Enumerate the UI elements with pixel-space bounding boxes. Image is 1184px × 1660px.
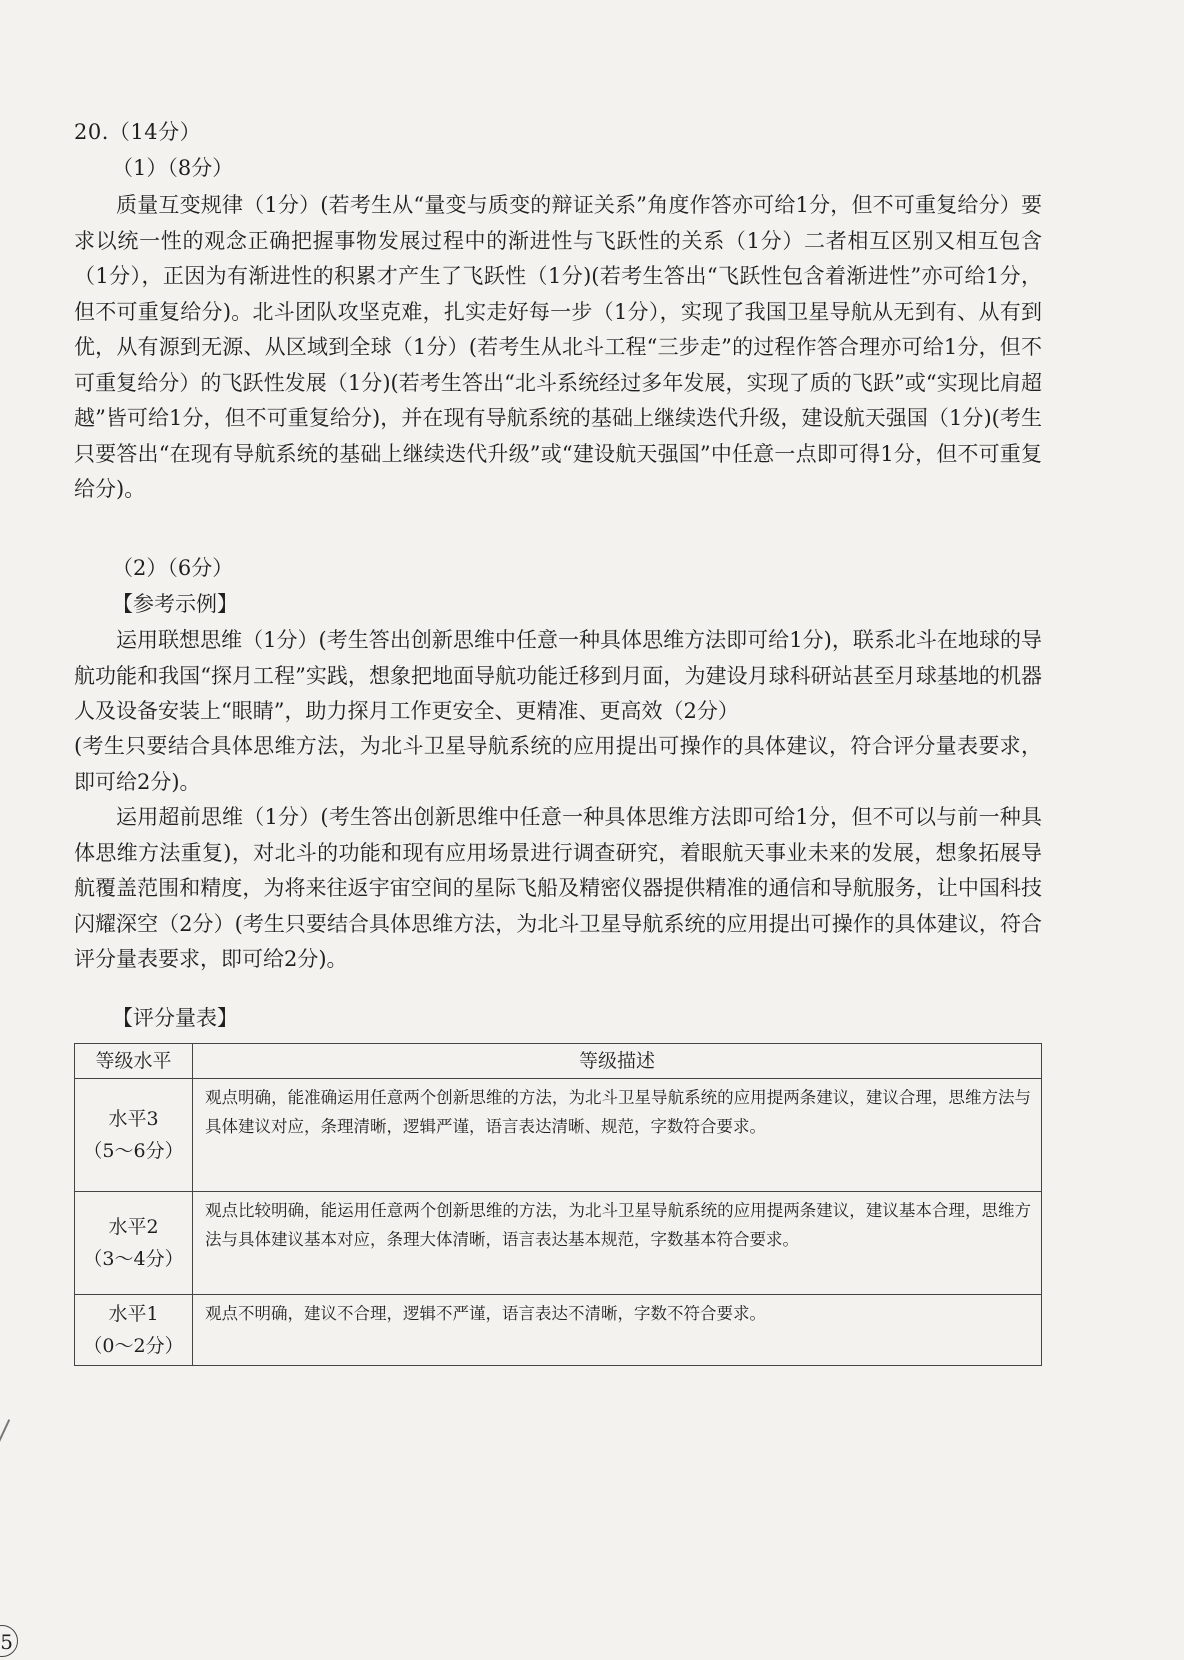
page-number: 5 xyxy=(0,1625,18,1657)
rubric-score-range: （3～4分） xyxy=(83,1248,184,1270)
reference-example-title: 【参考示例】 xyxy=(112,592,238,616)
rubric-score-range: （0～2分） xyxy=(83,1335,184,1357)
rubric-header-description: 等级描述 xyxy=(193,1044,1042,1079)
rubric-header-row xyxy=(75,1044,1042,1079)
rubric-description: 观点不明确，建议不合理，逻辑不严谨，语言表达不清晰，字数不符合要求。 xyxy=(193,1295,1042,1366)
rubric-score-range: （5～6分） xyxy=(83,1140,184,1162)
part1-label: （1）（8分） xyxy=(112,156,234,180)
rubric-level: 水平2 xyxy=(108,1216,159,1238)
example1-note: (考生只要结合具体思维方法，为北斗卫星导航系统的应用提出可操作的具体建议，符合评分量表要求，即可给2分)。 xyxy=(74,734,1042,794)
table-row xyxy=(75,1192,1042,1295)
rubric-description: 观点比较明确，能运用任意两个创新思维的方法，为北斗卫星导航系统的应用提两条建议，建议基本合理，思维方法与具体建议基本对应，条理大体清晰，语言表达基本规范，字数基本符合要求。 xyxy=(193,1192,1042,1295)
page-edge-mark xyxy=(0,1419,17,1449)
rubric-title: 【评分量表】 xyxy=(112,1006,238,1030)
table-row xyxy=(75,1079,1042,1192)
rubric-description: 观点明确，能准确运用任意两个创新思维的方法，为北斗卫星导航系统的应用提两条建议，建议合理，思维方法与具体建议对应，条理清晰，逻辑严谨，语言表达清晰、规范，字数符合要求。 xyxy=(193,1079,1042,1192)
part1-answer-text: 质量互变规律（1分）(若考生从“量变与质变的辩证关系”角度作答亦可给1分，但不可重复给分）要求以统一性的观念正确把握事物发展过程中的渐进性与飞跃性的关系（1分）二者相互区别又相互包含（1分），正因为有渐进性的积累才产生了飞跃性（1分)(若考生答出“飞跃性包含着渐进性”亦可给1分，但不可重复给分)。北斗团队攻坚克难，扎实走好每一步（1分），实现了我国卫星导航从无到有、从有到优，从有源到无源、从区域到全球（1分）(若考生从北斗工程“三步走”的过程作答合理亦可给1分，但不可重复给分）的飞跃性发展（1分)(若考生答出“北斗系统经过多年发展，实现了质的飞跃”或“实现比肩超越”皆可给1分，但不可重复给分)，并在现有导航系统的基础上继续迭代升级，建设航天强国（1分)(考生只要答出“在现有导航系统的基础上继续迭代升级”或“建设航天强国”中任意一点即可得1分，但不可重复给分)。 xyxy=(74,193,1042,501)
rubric-table xyxy=(74,1043,1042,1366)
example2-text: 运用超前思维（1分）(考生答出创新思维中任意一种具体思维方法即可给1分，但不可以与前一种具体思维方法重复)，对北斗的功能和现有应用场景进行调查研究，着眼航天事业未来的发展，想象拓展导航覆盖范围和精度，为将来往返宇宙空间的星际飞船及精密仪器提供精准的通信和导航服务，让中国科技闪耀深空（2分）(考生只要结合具体思维方法，为北斗卫星导航系统的应用提出可操作的具体建议，符合评分量表要求，即可给2分)。 xyxy=(74,805,1042,971)
rubric-level: 水平3 xyxy=(108,1108,159,1130)
example1-text: 运用联想思维（1分）(考生答出创新思维中任意一种具体思维方法即可给1分)，联系北斗在地球的导航功能和我国“探月工程”实践，想象把地面导航功能迁移到月面，为建设月球科研站甚至月球基地的机器人及设备安装上“眼睛”，助力探月工作更安全、更精准、更高效（2分） xyxy=(74,628,1042,723)
part2-label: （2）（6分） xyxy=(112,556,234,580)
table-row xyxy=(75,1295,1042,1366)
rubric-header-level: 等级水平 xyxy=(75,1044,193,1079)
rubric-level: 水平1 xyxy=(108,1303,159,1325)
rubric-level-cell xyxy=(75,1192,193,1295)
question-header: 20.（14分） xyxy=(74,120,202,144)
rubric-level-cell xyxy=(75,1079,193,1192)
rubric-level-cell xyxy=(75,1295,193,1366)
